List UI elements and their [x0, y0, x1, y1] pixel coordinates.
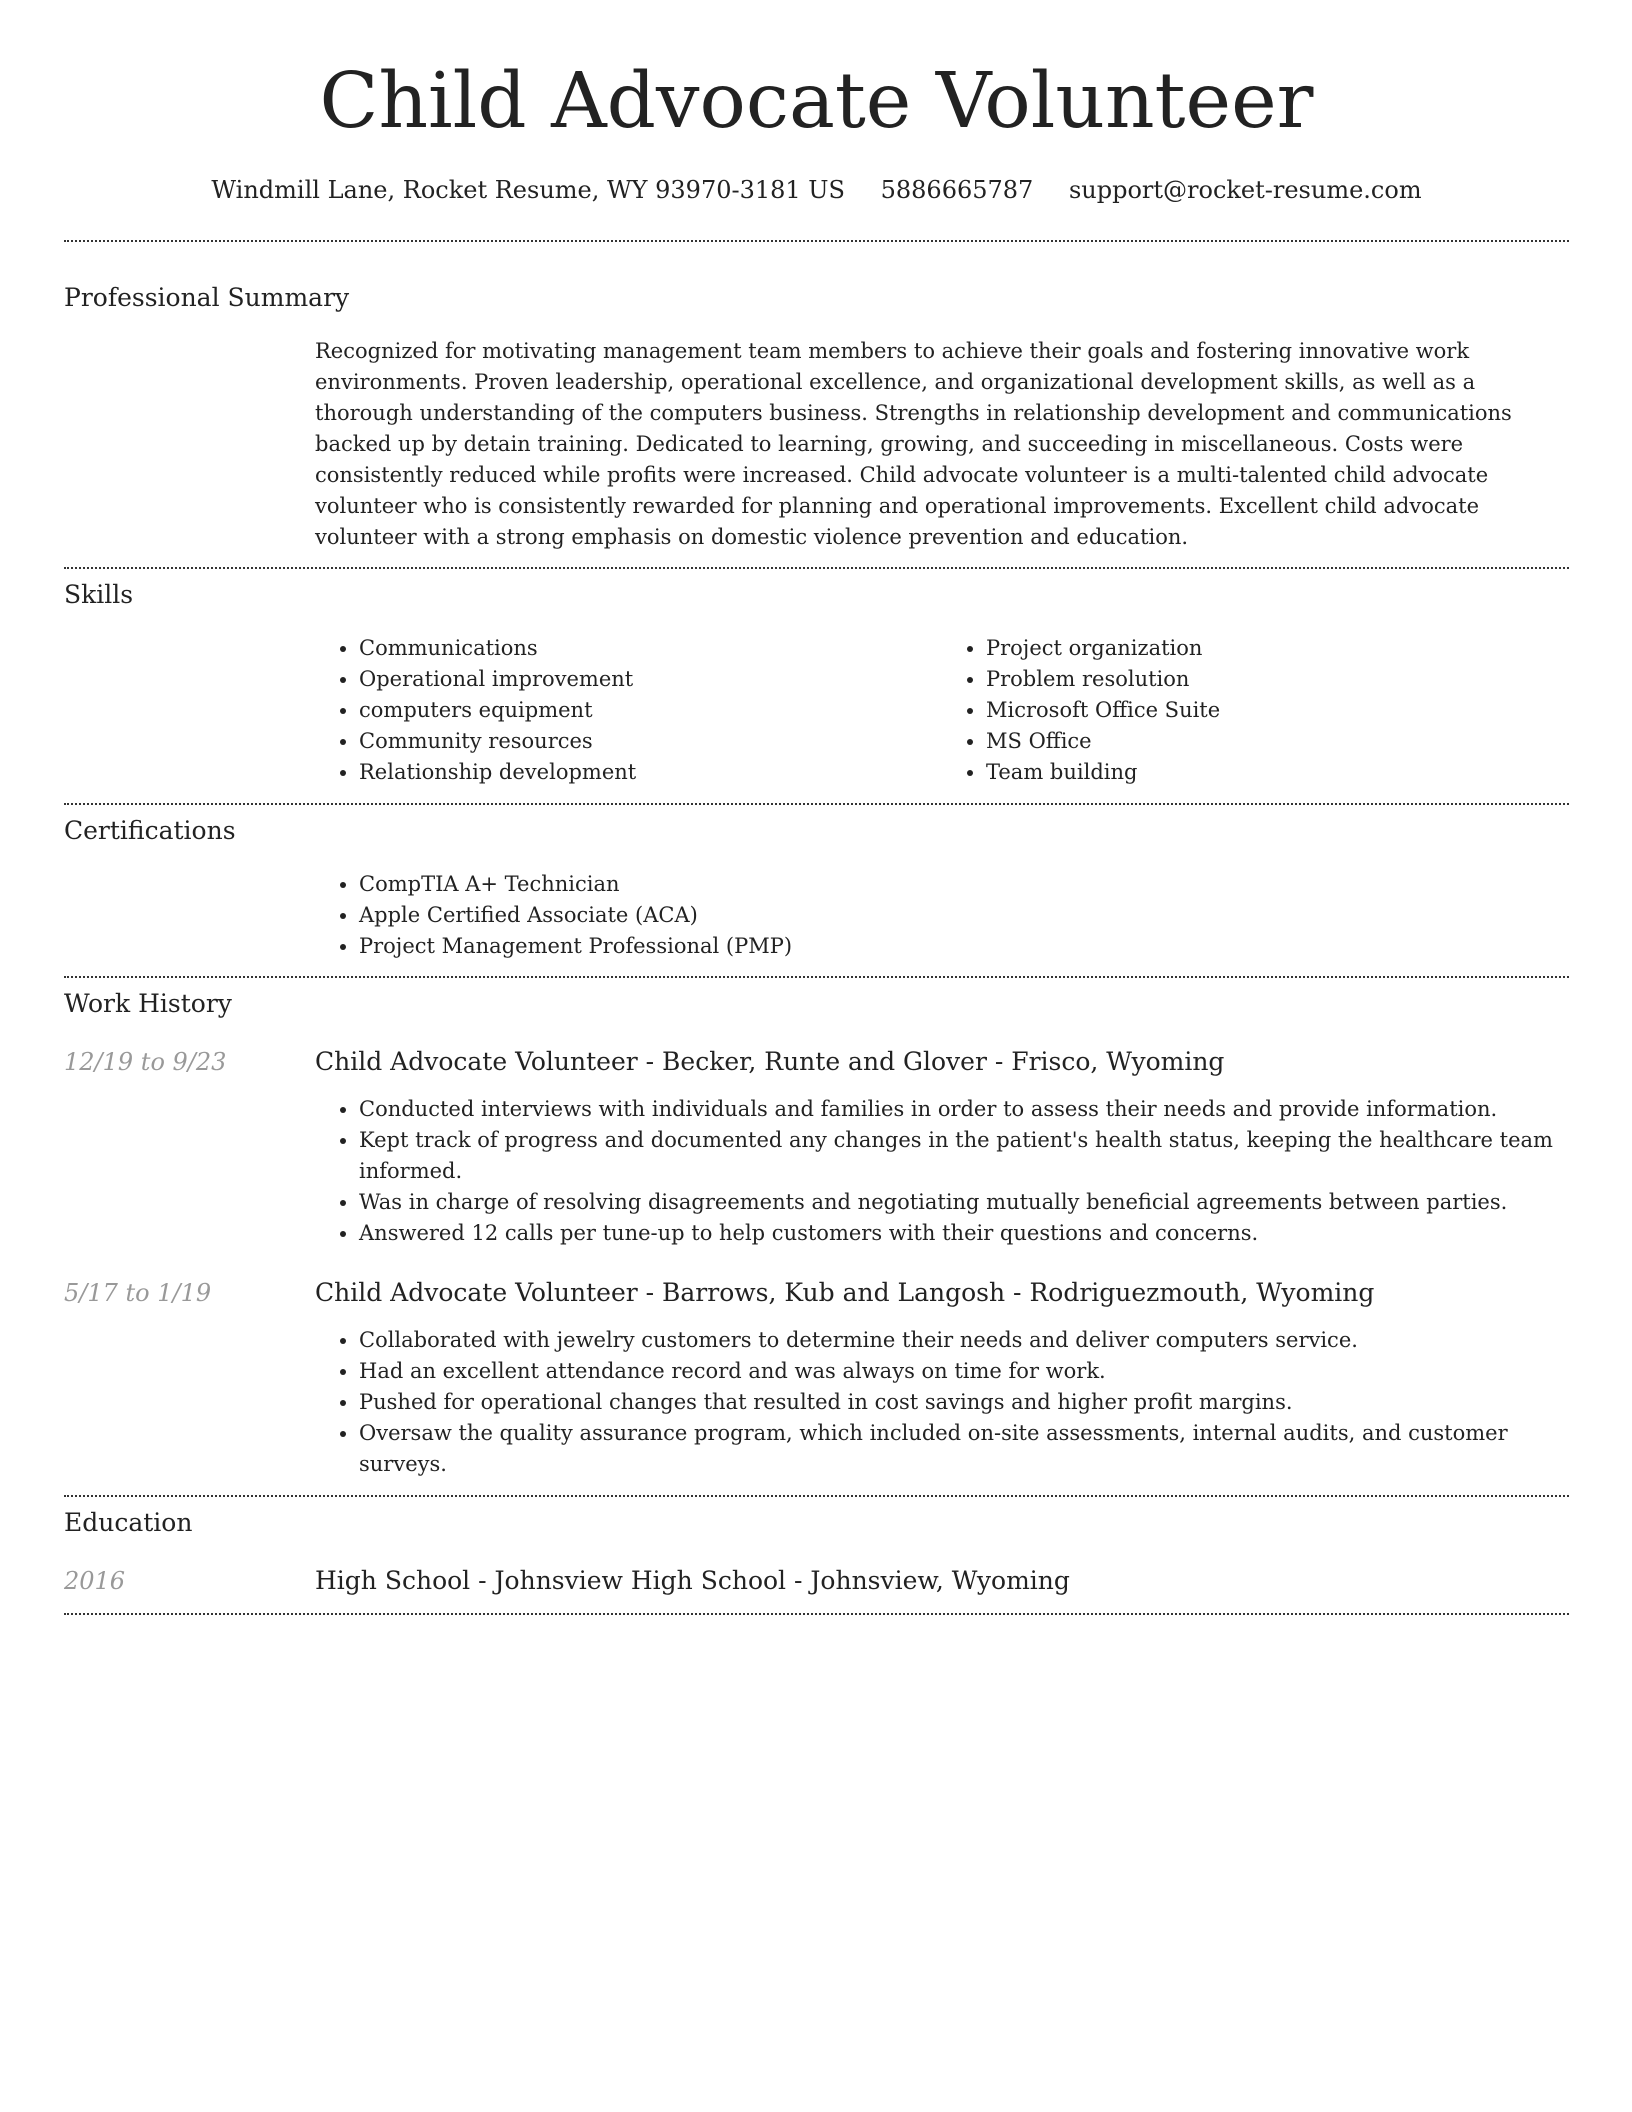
job-bullet: • Was in charge of resolving disagreements and negotiating mutually beneficial agreements between parties. — [359, 1187, 1569, 1218]
skill-item: • Problem resolution — [986, 664, 1569, 695]
job-bullets — [315, 1325, 1569, 1480]
job-bullet: • Kept track of progress and documented any changes in the patient's health status, keeping the healthcare team informed. — [359, 1125, 1569, 1187]
skills-column-right — [942, 633, 1569, 788]
section-title-summary: Professional Summary — [64, 283, 350, 312]
education-title: High School - Johnsview High School - Johnsview, Wyoming — [315, 1566, 1070, 1595]
summary-content — [315, 336, 1569, 553]
job-entry — [64, 1046, 1569, 1249]
job-entry — [64, 1277, 1569, 1480]
job-bullet: • Conducted interviews with individuals and families in order to assess their needs and provide information. — [359, 1094, 1569, 1125]
contact-phone: 5886665787 — [880, 176, 1034, 204]
job-body — [315, 1277, 1569, 1480]
job-title: Child Advocate Volunteer - Becker, Runte and Glover - Frisco, Wyoming — [315, 1047, 1225, 1076]
skill-item: • Operational improvement — [359, 664, 942, 695]
skill-item: • Microsoft Office Suite — [986, 695, 1569, 726]
certification-item: • Project Management Professional (PMP) — [359, 931, 1569, 962]
job-bullet: • Answered 12 calls per tune-up to help customers with their questions and concerns. — [359, 1218, 1569, 1249]
skill-item: • Project organization — [986, 633, 1569, 664]
divider — [64, 1613, 1569, 1615]
contact-info — [64, 174, 1569, 206]
job-dates: 12/19 to 9/23 — [64, 1048, 227, 1076]
skill-item: • Relationship development — [359, 757, 942, 788]
contact-email: support@rocket-resume.com — [1068, 176, 1422, 204]
certification-item: • Apple Certified Associate (ACA) — [359, 900, 1569, 931]
certification-item: • CompTIA A+ Technician — [359, 869, 1569, 900]
skills-column-left — [315, 633, 942, 788]
job-dates: 5/17 to 1/19 — [64, 1279, 212, 1307]
education-date: 2016 — [64, 1567, 126, 1595]
skills-section — [64, 569, 1569, 803]
contact-address: Windmill Lane, Rocket Resume, WY 93970-3181 US — [211, 176, 845, 204]
work-history-section — [64, 978, 1569, 1495]
skill-item: • Communications — [359, 633, 942, 664]
skill-item: • computers equipment — [359, 695, 942, 726]
section-title-certifications: Certifications — [64, 816, 236, 845]
job-body — [315, 1046, 1569, 1249]
job-bullet: • Had an excellent attendance record and was always on time for work. — [359, 1356, 1569, 1387]
job-bullet: • Collaborated with jewelry customers to determine their needs and deliver computers service. — [359, 1325, 1569, 1356]
summary-section — [64, 242, 1569, 567]
summary-text: Recognized for motivating management team members to achieve their goals and fostering innovative work environments. Proven leadership, operational excellence, and organizational development skills, as well as a thorough understanding of the computers business. Strengths in relationship development and communications backed up by detain training. Dedicated to learning, growing, and succeeding in miscellaneous. Costs were consistently reduced while profits were increased. Child advocate volunteer is a multi-talented child advocate volunteer who is consistently rewarded for planning and operational improvements. Excellent child advocate volunteer with a strong emphasis on domestic violence prevention and education. — [315, 339, 1512, 549]
education-entry — [64, 1565, 1569, 1597]
education-body — [315, 1565, 1569, 1597]
certifications-content — [315, 869, 1569, 962]
education-section — [64, 1497, 1569, 1613]
candidate-name: Child Advocate Volunteer — [319, 57, 1314, 146]
resume-page — [64, 0, 1569, 1615]
job-title: Child Advocate Volunteer - Barrows, Kub and Langosh - Rodriguezmouth, Wyoming — [315, 1278, 1375, 1307]
job-bullet: • Pushed for operational changes that resulted in cost savings and higher profit margins. — [359, 1387, 1569, 1418]
certifications-list — [315, 869, 1569, 962]
certifications-section — [64, 805, 1569, 976]
skill-item: • MS Office — [986, 726, 1569, 757]
section-title-skills: Skills — [64, 580, 134, 609]
job-bullets — [315, 1094, 1569, 1249]
skill-item: • Team building — [986, 757, 1569, 788]
skills-list — [315, 633, 1569, 788]
skill-item: • Community resources — [359, 726, 942, 757]
job-bullet: • Oversaw the quality assurance program, which included on-site assessments, internal audits, and customer surveys. — [359, 1418, 1569, 1480]
section-title-education: Education — [64, 1508, 193, 1537]
section-title-work-history: Work History — [64, 989, 232, 1018]
